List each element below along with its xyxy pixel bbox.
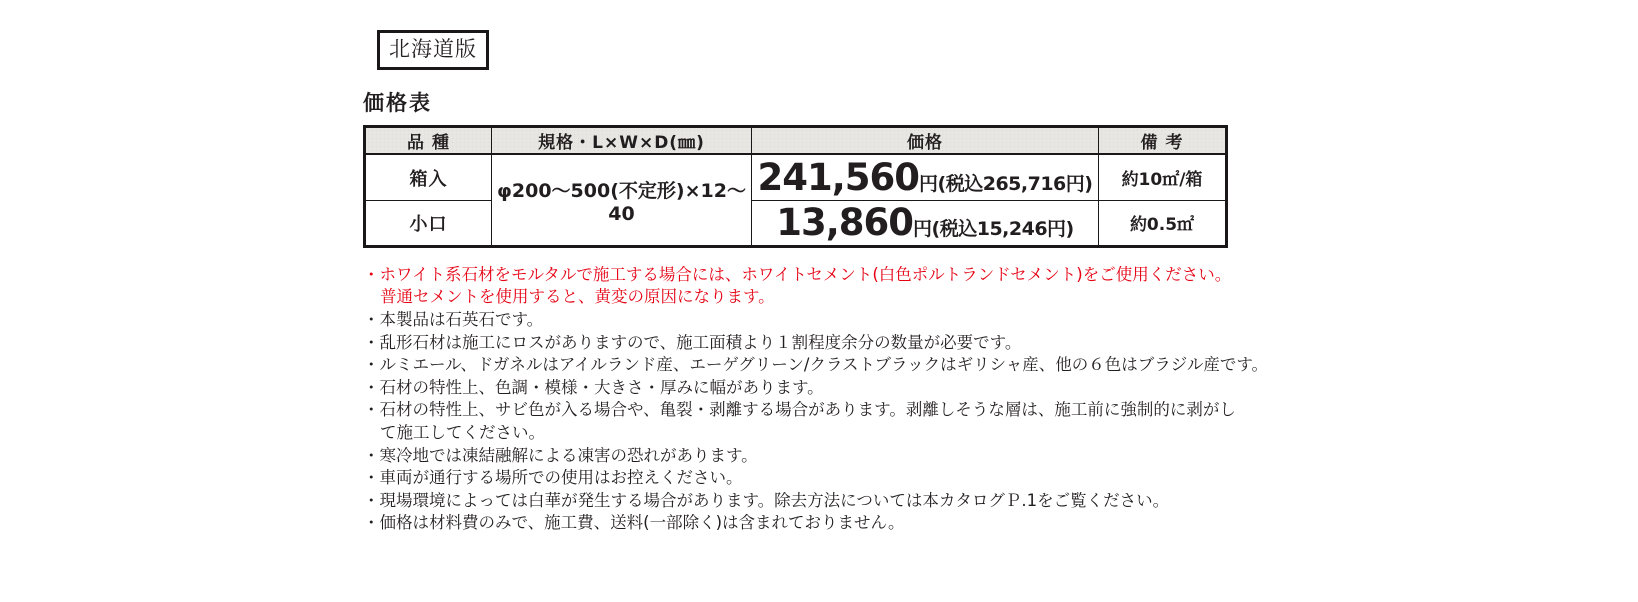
note-variation: ・石材の特性上、色調・模様・大きさ・厚みに幅があります。 <box>363 377 824 397</box>
note-quartz-material: ・本製品は石英石です。 <box>363 309 544 329</box>
header-cell-type: 品 種 <box>365 127 492 155</box>
price-cell-hakoiri <box>752 154 1099 200</box>
note-installation-loss: ・乱形石材は施工にロスがありますので、施工面積より１割程度余分の数量が必要です。 <box>363 332 1022 352</box>
price-tax-included: 円(税込15,246円) <box>913 218 1074 241</box>
note-country-of-origin: ・ルミエール、ドガネルはアイルランド産、エーゲグリーン/クラストブラックはギリシャ産、他の６色はブラジル産です。 <box>363 355 1269 375</box>
price-table <box>363 125 1228 248</box>
spec-cell: φ200〜500(不定形)×12〜40 <box>492 154 752 246</box>
price-tax-included: 円(税込265,716円) <box>919 173 1093 196</box>
remarks-cell-hakoiri: 約10㎡/箱 <box>1099 154 1227 200</box>
type-cell-hakoiri: 箱入 <box>365 154 492 200</box>
type-cell-koguchi: 小口 <box>365 200 492 246</box>
price-amount: 241,560 <box>757 156 920 200</box>
note-rust-peeling: ・石材の特性上、サビ色が入る場合や、亀裂・剥離する場合があります。剥離しそうな層は、施工前に強制的に剥がし て施工してください。 <box>363 400 1236 442</box>
note-vehicle-traffic: ・車両が通行する場所での使用はお控えください。 <box>363 468 743 488</box>
price-amount: 13,860 <box>776 201 914 245</box>
footnotes-list <box>363 264 1363 535</box>
note-white-cement-warning: ・ホワイト系石材をモルタルで施工する場合には、ホワイトセメント(白色ポルトランドセメント)をご使用ください。 普通セメントを使用すると、黄変の原因になります。 <box>363 264 1232 307</box>
note-frost-damage: ・寒冷地では凍結融解による凍害の恐れがあります。 <box>363 445 758 465</box>
header-cell-remarks: 備 考 <box>1099 127 1227 155</box>
note-price-scope: ・価格は材料費のみで、施工費、送料(一部除く)は含まれておりません。 <box>363 513 905 533</box>
price-table-header-row <box>365 127 1227 155</box>
catalog-page-content <box>363 30 1363 535</box>
note-efflorescence: ・現場環境によっては白華が発生する場合があります。除去方法については本カタログＰ.1をご覧ください。 <box>363 490 1170 510</box>
remarks-cell-koguchi: 約0.5㎡ <box>1099 200 1227 246</box>
header-cell-spec: 規格・L×W×D(㎜) <box>492 127 752 155</box>
price-cell-koguchi <box>752 200 1099 246</box>
table-row <box>365 154 1227 200</box>
header-cell-price: 価格 <box>752 127 1099 155</box>
page-title: 価格表 <box>363 91 432 116</box>
region-badge: 北海道版 <box>377 30 489 70</box>
